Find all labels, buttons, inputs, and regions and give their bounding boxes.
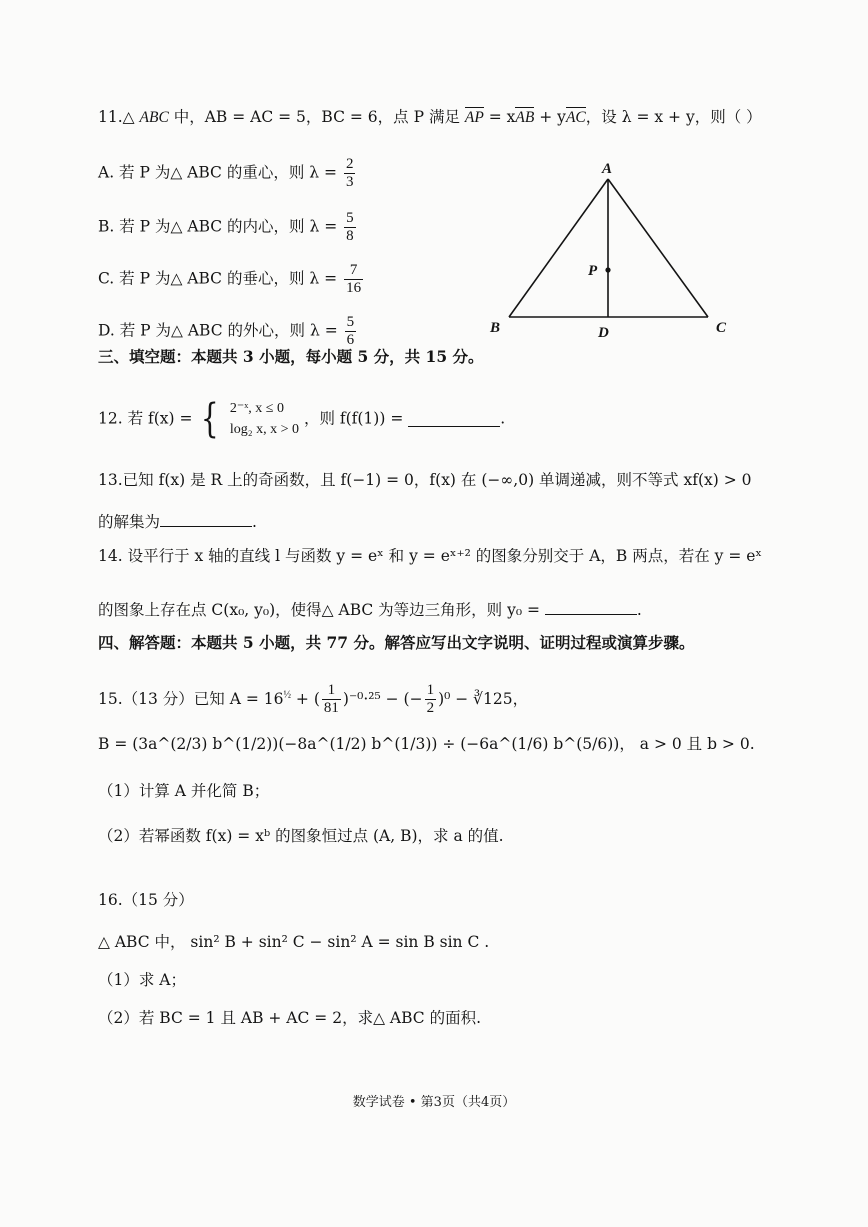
q14-answer-blank[interactable] [545, 600, 637, 615]
q13-line1: 13.已知 f(x) 是 R 上的奇函数，且 f(−1) = 0，f(x) 在 (−∞,0) 单调递减，则不等式 xf(x) > 0 [98, 471, 752, 489]
triangle-figure [480, 155, 750, 345]
label-c: C [716, 320, 727, 336]
q16-stem: △ ABC 中， sin² B + sin² C − sin² A = sin B sin C . [98, 933, 490, 951]
q11-option-b: B. 若 P 为△ ABC 的内心，则 λ = $\frac{5}{8}$ [98, 210, 354, 244]
q11-option-d: D. 若 P 为△ ABC 的外心，则 λ = $\frac{5}{6}$ [98, 314, 355, 348]
label-d: D [598, 325, 609, 341]
q15-frac-1-2: $\frac{1}{2}$ [426, 682, 435, 716]
option-d-fraction: $\frac{5}{6}$ [346, 314, 355, 348]
side-ab [509, 179, 608, 317]
point-p [605, 267, 610, 272]
q13-answer-blank[interactable] [160, 512, 252, 527]
q15-frac-1-81: $\frac{1}{81}$ [323, 682, 339, 716]
q16-heading: 16.（15 分） [98, 891, 194, 909]
option-a-fraction: $\frac{2}{3}$ [345, 156, 354, 190]
q16-part2: （2）若 BC = 1 且 AB + AC = 2，求△ ABC 的面积. [98, 1009, 481, 1027]
q15-part2: （2）若幂函数 f(x) = xᵇ 的图象恒过点 (A, B)，求 a 的值. [98, 827, 504, 845]
q15-a-definition: 15.（13 分）已知 $A = 16^{\frac{1}{2}}$ + ( $\frac{1}{81}$ )⁻⁰·²⁵ − (− $\frac{1}{2}$ )⁰ − ∛125， [98, 682, 529, 716]
vector-ac: AC [565, 109, 586, 126]
option-b-fraction: $\frac{5}{8}$ [346, 210, 354, 244]
q11-option-a: A. 若 P 为△ ABC 的重心，则 λ = $\frac{2}{3}$ [98, 156, 354, 190]
brace: { [201, 396, 220, 442]
side-ac [608, 179, 708, 317]
q16-part1: （1）求 A； [98, 971, 186, 989]
vector-ap: AP [464, 109, 484, 126]
q14-line1: 14. 设平行于 x 轴的直线 l 与函数 y = eˣ 和 y = eˣ⁺² 的图象分别交于 A，B 两点，若在 y = eˣ [98, 547, 762, 565]
piecewise-cases: 2⁻ˣ, x ≤ 0 log₂ x, x > 0 [229, 401, 299, 437]
q11-option-c: C. 若 P 为△ ABC 的垂心，则 λ = $\frac{7}{16}$ [98, 262, 362, 296]
page-footer: 数学试卷 • 第3页（共4页） [352, 1095, 516, 1110]
q12: 12. 若 f(x) = { 2⁻ˣ, x ≤ 0 log₂ x, x > 0 ，则 f(f(1)) = . [98, 396, 506, 442]
label-a: A [602, 161, 613, 177]
label-p: P [588, 263, 598, 279]
q15-part1: （1）计算 A 并化简 B； [98, 782, 270, 800]
q13-line2: 的解集为 . [98, 513, 257, 531]
q11-number: 11. [98, 108, 123, 126]
vector-ab: AB [515, 109, 535, 126]
label-b: B [490, 320, 501, 336]
q12-answer-blank[interactable] [408, 412, 500, 427]
q15-b-definition: B = (3a^(2/3) b^(1/2))(−8a^(1/2) b^(1/3)) ÷ (−6a^(1/6) b^(5/6))， a > 0 且 b > 0. [98, 735, 755, 753]
q11-stem: 11.△ ABC 中，AB = AC = 5，BC = 6，点 P 满足 AP = xAB + yAC，设 λ = x + y，则（ ） [98, 108, 762, 126]
section-3-heading: 三、填空题：本题共 3 小题，每小题 5 分，共 15 分。 [98, 347, 484, 366]
section-4-heading: 四、解答题：本题共 5 小题，共 77 分。解答应写出文字说明、证明过程或演算步骤。 [98, 633, 695, 652]
option-c-fraction: $\frac{7}{16}$ [346, 262, 362, 296]
q14-line2: 的图象上存在点 C(x₀, y₀)，使得△ ABC 为等边三角形，则 y₀ = . [98, 601, 642, 619]
